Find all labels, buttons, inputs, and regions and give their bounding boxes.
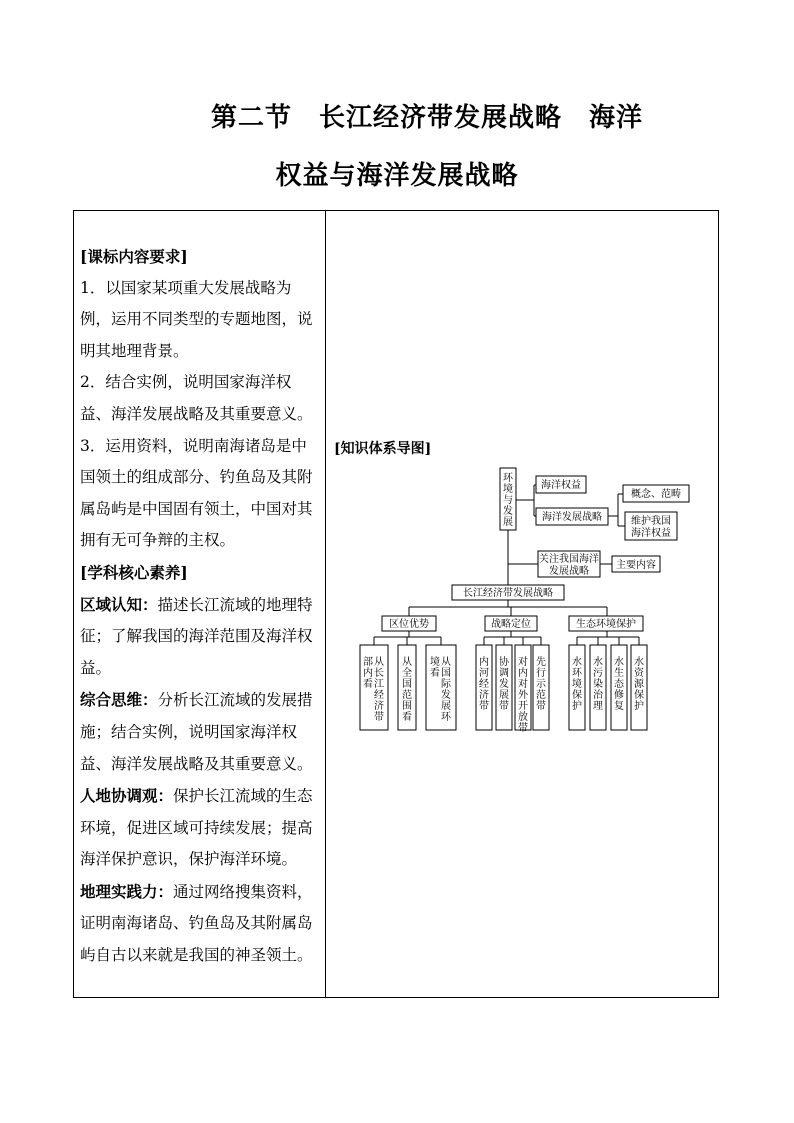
node-leaf-label: 对内对外开放带 bbox=[518, 657, 528, 734]
node-marine-strategy-label: 海洋发展战略 bbox=[542, 512, 602, 523]
node-main-content-label: 主要内容 bbox=[616, 560, 656, 571]
node-leaf-label: 水污染治理 bbox=[593, 657, 603, 712]
literacy-label: 综合思维： bbox=[80, 690, 158, 710]
literacy-text: 通过网络搜集资料，证明南海诸岛、钓鱼岛及其附属岛屿自古以来就是我国的神圣领土。 bbox=[80, 882, 313, 965]
literacy-label: 地理实践力： bbox=[80, 881, 174, 901]
literacy-text: 分析长江流域的发展措施；结合实例，说明国家海洋权益、海洋发展战略及其重要意义。 bbox=[80, 691, 313, 773]
curriculum-heading: [课标内容要求] bbox=[80, 247, 188, 266]
node-root-label: 环境与发展 bbox=[503, 473, 513, 528]
node-leaf-label: 水生态修复 bbox=[614, 657, 624, 712]
node-focus-strategy-label: 关注我国海洋发展战略 bbox=[539, 554, 599, 577]
node-leaf-label: 从长江经济带部内看 bbox=[363, 657, 384, 723]
node-leaf-label: 从国际发展环境看 bbox=[430, 657, 451, 723]
curriculum-item: 1．以国家某项重大发展战略为例，运用不同类型的专题地图，说明其地理背景。 bbox=[80, 278, 313, 360]
node-leaf-label: 水环境保护 bbox=[572, 657, 582, 712]
curriculum-item: 2．结合实例，说明国家海洋权益、海洋发展战略及其重要意义。 bbox=[80, 373, 313, 423]
literacy-text: 描述长江流域的地理特征；了解我国的海洋范围及海洋权益。 bbox=[80, 595, 313, 677]
page-title-line-2: 权益与海洋发展战略 bbox=[275, 161, 519, 191]
literacy-label: 区域认知： bbox=[80, 594, 158, 614]
node-branch-label: 生态环境保护 bbox=[576, 619, 636, 630]
curriculum-item: 3．运用资料，说明南海诸岛是中国领土的组成部分、钓鱼岛及其附属岛屿是中国固有领土，中国对其拥有无可争辩的主权。 bbox=[80, 436, 313, 550]
node-branch-label: 区位优势 bbox=[389, 619, 429, 630]
node-concept-scope-label: 概念、范畴 bbox=[631, 489, 681, 500]
knowledge-map-heading: [知识体系导图] bbox=[334, 441, 432, 457]
node-defend-rights-label: 维护我国海洋权益 bbox=[631, 516, 671, 539]
node-yangtze-strategy-label: 长江经济带发展战略 bbox=[463, 588, 553, 599]
literacy-text: 保护长江流域的生态环境，促进区域可持续发展；提高海洋保护意识，保护海洋环境。 bbox=[80, 787, 313, 869]
literacy-label: 人地协调观： bbox=[80, 786, 174, 806]
node-branch-label: 战略定位 bbox=[491, 619, 531, 630]
page-title-line-1: 第二节 长江经济带发展战略 海洋 bbox=[210, 103, 643, 133]
node-leaf-label: 水资源保护 bbox=[634, 657, 644, 712]
node-leaf-label: 内河经济带 bbox=[479, 657, 489, 712]
node-leaf-label: 从全国范围看 bbox=[402, 657, 412, 723]
core-literacy-heading: [学科核心素养] bbox=[80, 562, 188, 582]
node-leaf-label: 协调发展带 bbox=[499, 657, 509, 712]
node-leaf-label: 先行示范带 bbox=[536, 657, 546, 712]
node-marine-rights-label: 海洋权益 bbox=[541, 480, 581, 491]
